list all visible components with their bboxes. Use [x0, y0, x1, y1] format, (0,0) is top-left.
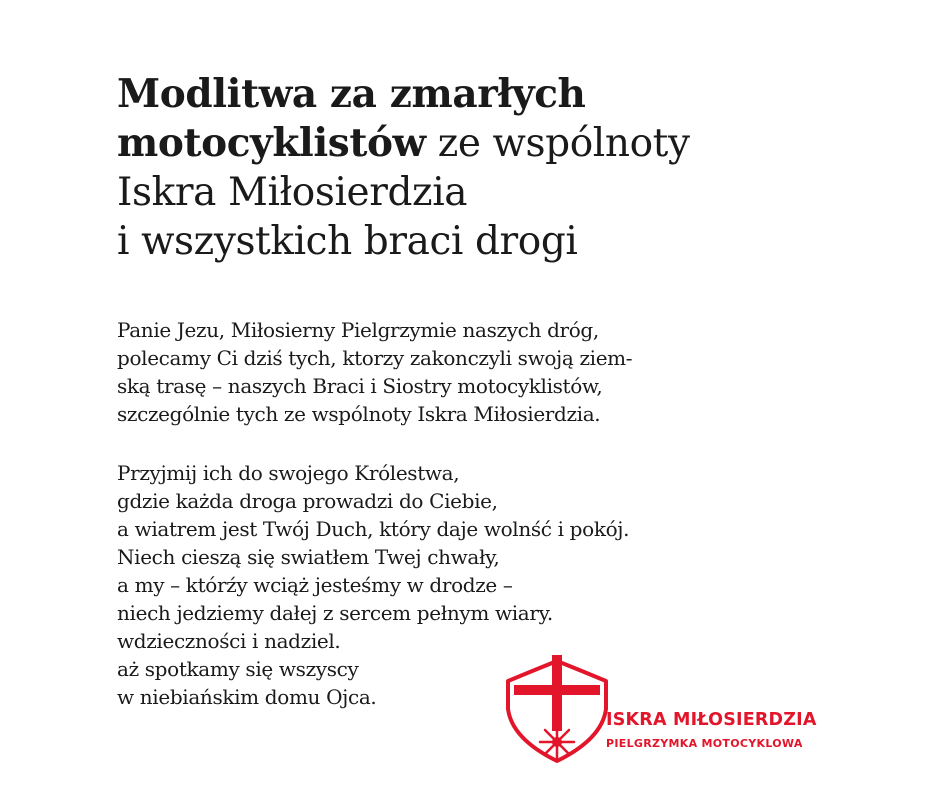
- title-line-2: motocyklistów ze wspólnoty: [117, 120, 690, 166]
- paragraph-line: Przyjmij ich do swojego Królestwa,: [117, 461, 460, 485]
- paragraph-line: Panie Jezu, Miłosierny Pielgrzymie naszych dróg,: [117, 318, 599, 342]
- paragraph-line: ską trasę – naszych Braci i Siostry motocyklistów,: [117, 374, 603, 398]
- prayer-title: [117, 70, 690, 266]
- logo-name: ISKRA MIŁOSIERDZIA: [606, 710, 817, 730]
- paragraph-line: a wiatrem jest Twój Duch, który daje wolnść i pokój.: [117, 517, 630, 541]
- prayer-paragraph-1: [117, 316, 632, 428]
- iskra-milosierdzia-logo: [502, 655, 862, 765]
- logo-subtitle: PIELGRZYMKA MOTOCYKLOWA: [606, 737, 803, 750]
- paragraph-line: niech jedziemy dałej z sercem pełnym wiary.: [117, 601, 553, 625]
- title-line-4: i wszystkich braci drogi: [117, 219, 578, 264]
- paragraph-line: gdzie każda droga prowadzi do Ciebie,: [117, 489, 498, 513]
- paragraph-line: a my – którźy wciąż jesteśmy w drodze –: [117, 573, 513, 597]
- title-line-1: Modlitwa za zmarłych: [117, 71, 586, 117]
- paragraph-line: wdzieczności i nadziel.: [117, 629, 341, 653]
- paragraph-line: polecamy Ci dziś tych, ktorzy zakonczyli swoją ziem-: [117, 346, 633, 370]
- paragraph-line: szczególnie tych ze wspólnoty Iskra Miłosierdzia.: [117, 402, 601, 426]
- shield-cross-icon: [502, 655, 612, 765]
- title-line-3: Iskra Miłosierdzia: [117, 170, 468, 215]
- paragraph-line: Niech cieszą się swiatłem Twej chwały,: [117, 545, 500, 569]
- paragraph-line: w niebiańskim domu Ojca.: [117, 685, 377, 709]
- paragraph-line: aż spotkamy się wszyscy: [117, 657, 359, 681]
